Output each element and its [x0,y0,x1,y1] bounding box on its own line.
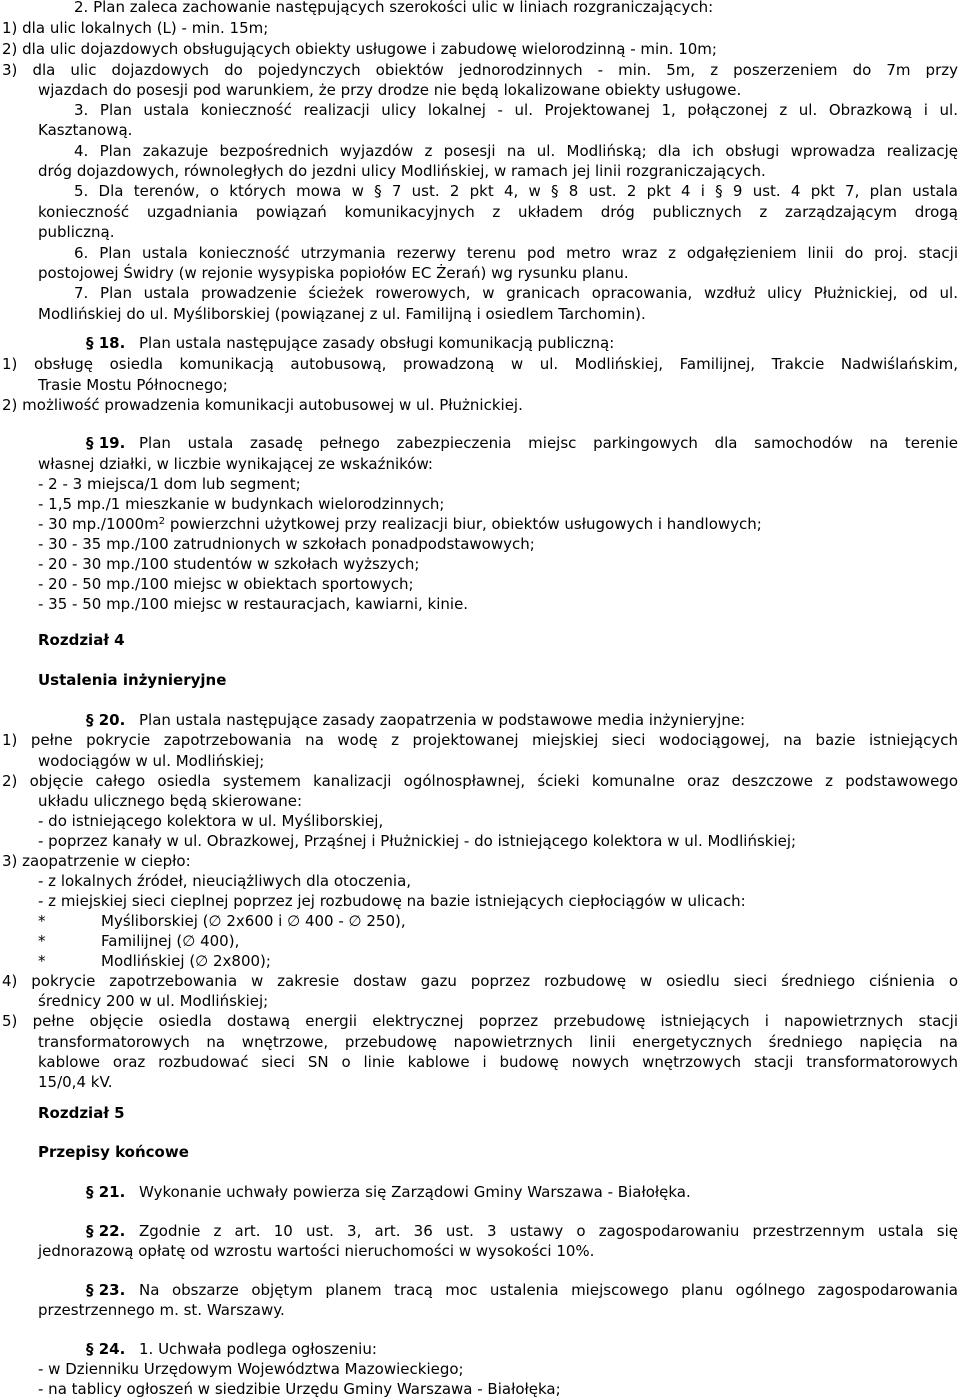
text-line: wodociągów w ul. Modlińskiej; [38,752,265,770]
bullet-star: * [38,932,46,950]
text-line: 6. Plan ustala konieczność utrzymania rezerwy terenu pod metro wraz z odgałęzieniem linii do proj. stacji [74,244,958,262]
text-line: 1) obsługę osiedla komunikacją autobusową, prowadzoną w ul. Modlińskiej, Familijnej, Trakcie Nadwiślańskim, [2,355,958,373]
text-line: średnicy 200 w ul. Modlińskiej; [38,992,269,1010]
chapter-title: Przepisy końcowe [38,1143,189,1161]
text-line: Myśliborskiej (∅ 2x600 i ∅ 400 - ∅ 250), [101,912,406,930]
text-line: - 30 $mp./1000m^2$ powierzchni użytkowej przy realizacji biur, obiektów usługowych i handlowych; [38,515,762,533]
text-line: 7. Plan ustala prowadzenie ścieżek rowerowych, w granicach opracowania, wzdłuż ulicy Płużnickiej, od ul. [74,284,958,302]
text-line: konieczność uzgadniania powiązań komunikacyjnych z układem dróg publicznych z zarządzającym drogą [38,203,958,221]
text-line: jednorazową opłatę od wzrostu wartości nieruchomości w wysokości 10%. [38,1242,595,1260]
text-line: postojowej Świdry (w rejonie wysypiska popiołów EC Żerań) wg rysunku planu. [38,264,629,282]
text-line: 2) możliwość prowadzenia komunikacji autobusowej w ul. Płużnickiej. [2,396,523,414]
text-line: Zgodnie z art. 10 ust. 3, art. 36 ust. 3 ustawy o zagospodarowaniu przestrzennym ustala się [139,1222,958,1240]
section-number: § 20. [86,711,126,729]
text-line: Trasie Mostu Północnego; [38,376,228,394]
text-line: - 2 - 3 miejsca/1 dom lub segment; [38,475,301,493]
section-number: § 24. [86,1340,126,1358]
text-line: 15/0,4 kV. [38,1073,113,1091]
section-number: § 19. [86,434,126,452]
text-line: - do istniejącego kolektora w ul. Myśliborskiej, [38,812,384,830]
text-line: publiczną. [38,223,115,241]
text-line: 5. Dla terenów, o których mowa w § 7 ust. 2 pkt 4, w § 8 ust. 2 pkt 4 i § 9 ust. 4 pkt 7, plan ustala [74,182,958,200]
text-line: Wykonanie uchwały powierza się Zarządowi Gminy Warszawa - Białołęka. [139,1183,691,1201]
text-line: - z miejskiej sieci cieplnej poprzez jej rozbudowę na bazie istniejących ciepłociągów w ulicach: [38,892,746,910]
text-line: Na obszarze objętym planem tracą moc ustalenia miejscowego planu ogólnego zagospodarowania [139,1281,958,1299]
text-line: Kasztanową. [38,121,133,139]
text-line: Modlińskiej do ul. Myśliborskiej (powiązanej z ul. Familijną i osiedlem Tarchomin). [38,305,646,323]
text-line: 5) pełne objęcie osiedla dostawą energii elektrycznej poprzez przebudowę istniejących i napowietrznych stacji [2,1012,958,1030]
text-line: - 30 - 35 mp./100 zatrudnionych w szkołach ponadpodstawowych; [38,535,535,553]
text-line: - 20 - 50 mp./100 miejsc w obiektach sportowych; [38,575,414,593]
text-line: układu ulicznego będą skierowane: [38,792,303,810]
text-line: 3) dla ulic dojazdowych do pojedynczych obiektów jednorodzinnych - min. 5m, z poszerzeniem do 7m przy [2,61,958,79]
text-line: - poprzez kanały w ul. Obrazkowej, Prząśnej i Płużnickiej - do istniejącego kolektora w ul. Modlińskiej; [38,832,797,850]
text-line: kablowe oraz rozbudować sieci SN o linie kablowe i budowę nowych wnętrzowych stacji transformatorowych [38,1053,958,1071]
text-line: 1) pełne pokrycie zapotrzebowania na wodę z projektowanej miejskiej sieci wodociągowej, na bazie istniejących [2,731,958,749]
bullet-star: * [38,952,46,970]
text-line: - z lokalnych źródeł, nieuciążliwych dla otoczenia, [38,872,412,890]
text-line: 2) dla ulic dojazdowych obsługujących obiekty usługowe i zabudowę wielorodzinną - min. 10m; [2,40,717,58]
text-line: własnej działki, w liczbie wynikającej ze wskaźników: [38,455,433,473]
text-line: Modlińskiej (∅ 2x800); [101,952,271,970]
section-number: § 22. [86,1222,126,1240]
text-line: 3. Plan ustala konieczność realizacji ulicy lokalnej - ul. Projektowanej 1, połączonej z ul. Obrazkową i ul. [74,101,958,119]
section-number: § 18. [86,334,126,352]
text-line: 4. Plan zakazuje bezpośrednich wyjazdów z posesji na ul. Modlińską; dla ich obsługi wprowadza realizację [74,142,958,160]
text-line: wjazdach do posesji pod warunkiem, że przy drodze nie będą lokalizowane obiekty usługowe. [38,81,742,99]
text-line: Plan ustala następujące zasady obsługi komunikacją publiczną: [139,334,615,352]
bullet-star: * [38,912,46,930]
section-number: § 23. [86,1281,126,1299]
text-line: Familijnej (∅ 400), [101,932,240,950]
chapter-number: Rozdział 5 [38,1104,125,1122]
chapter-title: Ustalenia inżynieryjne [38,671,227,689]
text-line: - na tablicy ogłoszeń w siedzibie Urzędu Gminy Warszawa - Białołęka; [38,1380,561,1398]
text-line: 2) objęcie całego osiedla systemem kanalizacji ogólnospławnej, ścieki komunalne oraz deszczowe z podstawowego [2,772,958,790]
section-number: § 21. [86,1183,126,1201]
text-line: 4) pokrycie zapotrzebowania w zakresie dostaw gazu poprzez rozbudowę w osiedlu sieci średniego ciśnienia o [2,972,958,990]
text-line: Plan ustala następujące zasady zaopatrzenia w podstawowe media inżynieryjne: [139,711,746,729]
text-line: Plan ustala zasadę pełnego zabezpieczenia miejsc parkingowych dla samochodów na terenie [139,434,958,452]
text-line: dróg dojazdowych, równoległych do jezdni ulicy Modlińskiej, w ramach jej linii rozgraniczających. [38,162,766,180]
text-line: przestrzennego m. st. Warszawy. [38,1301,285,1319]
text-line: 1. Uchwała podlega ogłoszeniu: [139,1340,377,1358]
text-line: - 1,5 mp./1 mieszkanie w budynkach wielorodzinnych; [38,495,445,513]
text-line: 1) dla ulic lokalnych (L) - min. 15m; [2,19,269,37]
text-line: - 20 - 30 mp./100 studentów w szkołach wyższych; [38,555,420,573]
text-line: - w Dzienniku Urzędowym Województwa Mazowieckiego; [38,1360,464,1378]
text-line: - 35 - 50 mp./100 miejsc w restauracjach, kawiarni, kinie. [38,595,469,613]
chapter-number: Rozdział 4 [38,631,125,649]
text-line: 3) zaopatrzenie w ciepło: [2,852,191,870]
text-line: transformatorowych na wnętrzowe, przebudowę napowietrznych linii energetycznych średniego napięcia na [38,1033,958,1051]
text-line: 2. Plan zaleca zachowanie następujących szerokości ulic w liniach rozgraniczających: [74,0,714,16]
